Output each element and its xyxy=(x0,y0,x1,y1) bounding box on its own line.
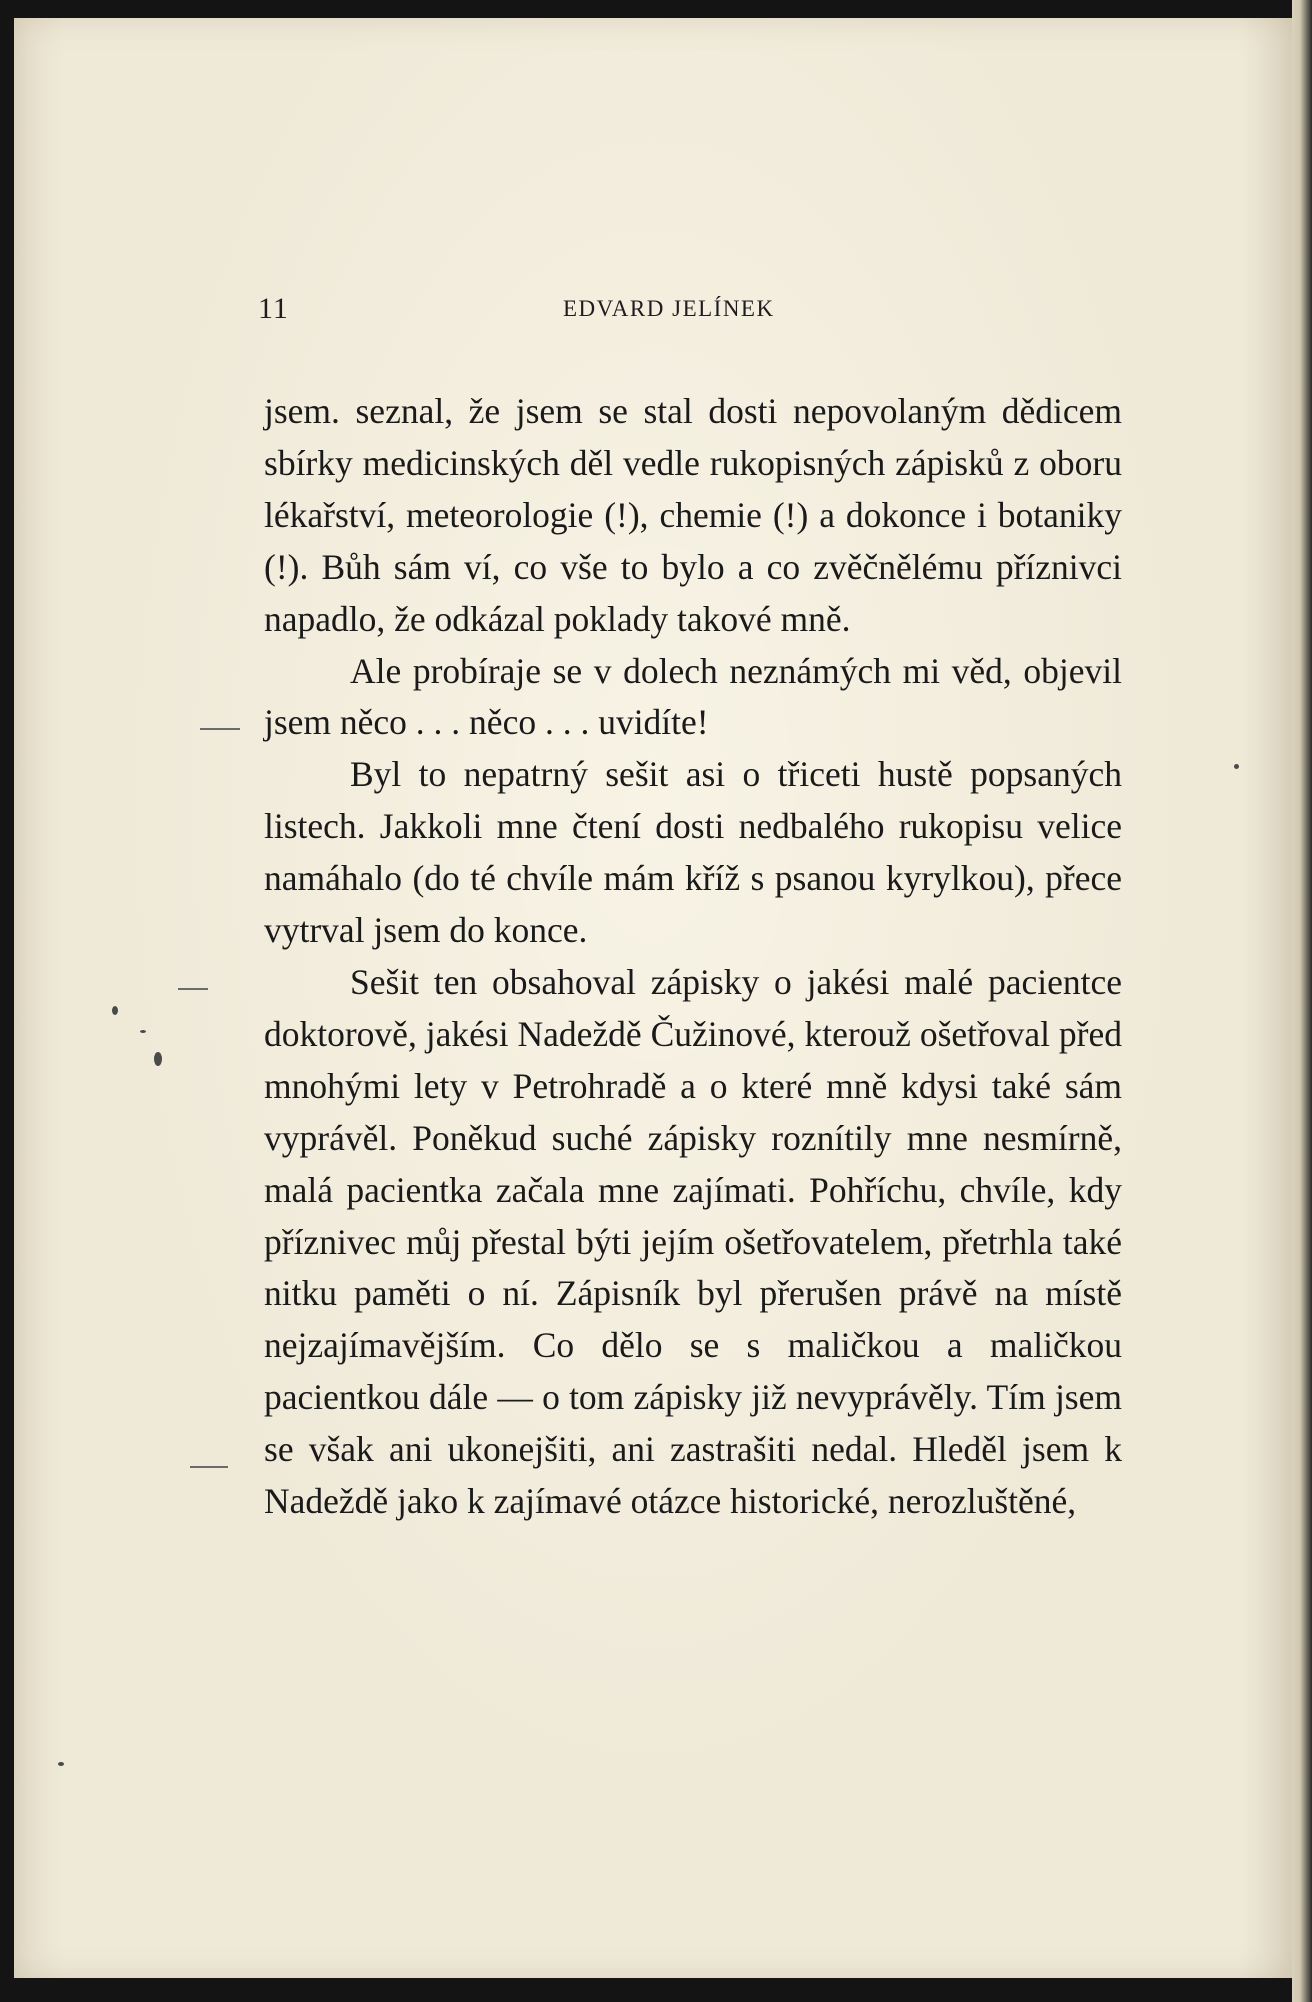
running-head: EDVARD JELÍNEK xyxy=(563,296,775,321)
speck xyxy=(58,1762,64,1766)
body-text xyxy=(264,386,1122,1528)
paragraph: Ale probíraje se v dolech neznámých mi věd, objevil jsem něco . . . něco . . . uvidíte! xyxy=(264,650,1122,743)
page-edge xyxy=(1292,0,1312,2002)
speck xyxy=(140,1030,146,1033)
speck xyxy=(1234,764,1239,769)
margin-mark xyxy=(200,728,240,730)
paragraph: jsem. seznal, že jsem se stal dosti nepovolaným dědicem sbírky medicinských děl vedle rukopisných zápisků z oboru lékařství, meteorologie (!), chemie (!) a dokonce i botaniky (!). Bůh sám ví, co vše to bylo a co zvěčnělému příznivci napadlo, že odkázal poklady takové mně. xyxy=(264,391,1122,639)
margin-mark xyxy=(190,1466,228,1468)
page-number: 11 xyxy=(258,292,289,325)
margin-mark xyxy=(178,988,208,990)
paragraph: Sešit ten obsahoval zápisky o jakési malé pacientce doktorově, jakési Nadeždě Čužinové, kterouž ošetřoval před mnohými lety v Petrohradě a o které mně kdysi také sám vyprávěl. Poněkud suché zápisky roznítily mne nesmírně, malá pacientka začala mne zajímati. Pohříchu, chvíle, kdy příznivec můj přestal býti jejím ošetřovatelem, přetrhla také nitku paměti o ní. Zápisník byl přerušen právě na místě nejzajímavějším. Co dělo se s maličkou a maličkou pacientkou dále — o tom zápisky již nevyprávěly. Tím jsem se však ani ukonejšiti, ani zastrašiti nedal. Hleděl jsem k Nadeždě jako k zajímavé otázce historické, nerozluštěné, xyxy=(264,961,1122,1522)
speck xyxy=(112,1006,118,1015)
page-header xyxy=(258,292,1128,332)
paragraph: Byl to nepatrný sešit asi o třiceti hustě popsaných listech. Jakkoli mne čtení dosti nedbalého rukopisu velice namáhalo (do té chvíle mám kříž s psanou kyrylkou), přece vytrval jsem do konce. xyxy=(264,754,1122,951)
speck xyxy=(154,1052,162,1066)
